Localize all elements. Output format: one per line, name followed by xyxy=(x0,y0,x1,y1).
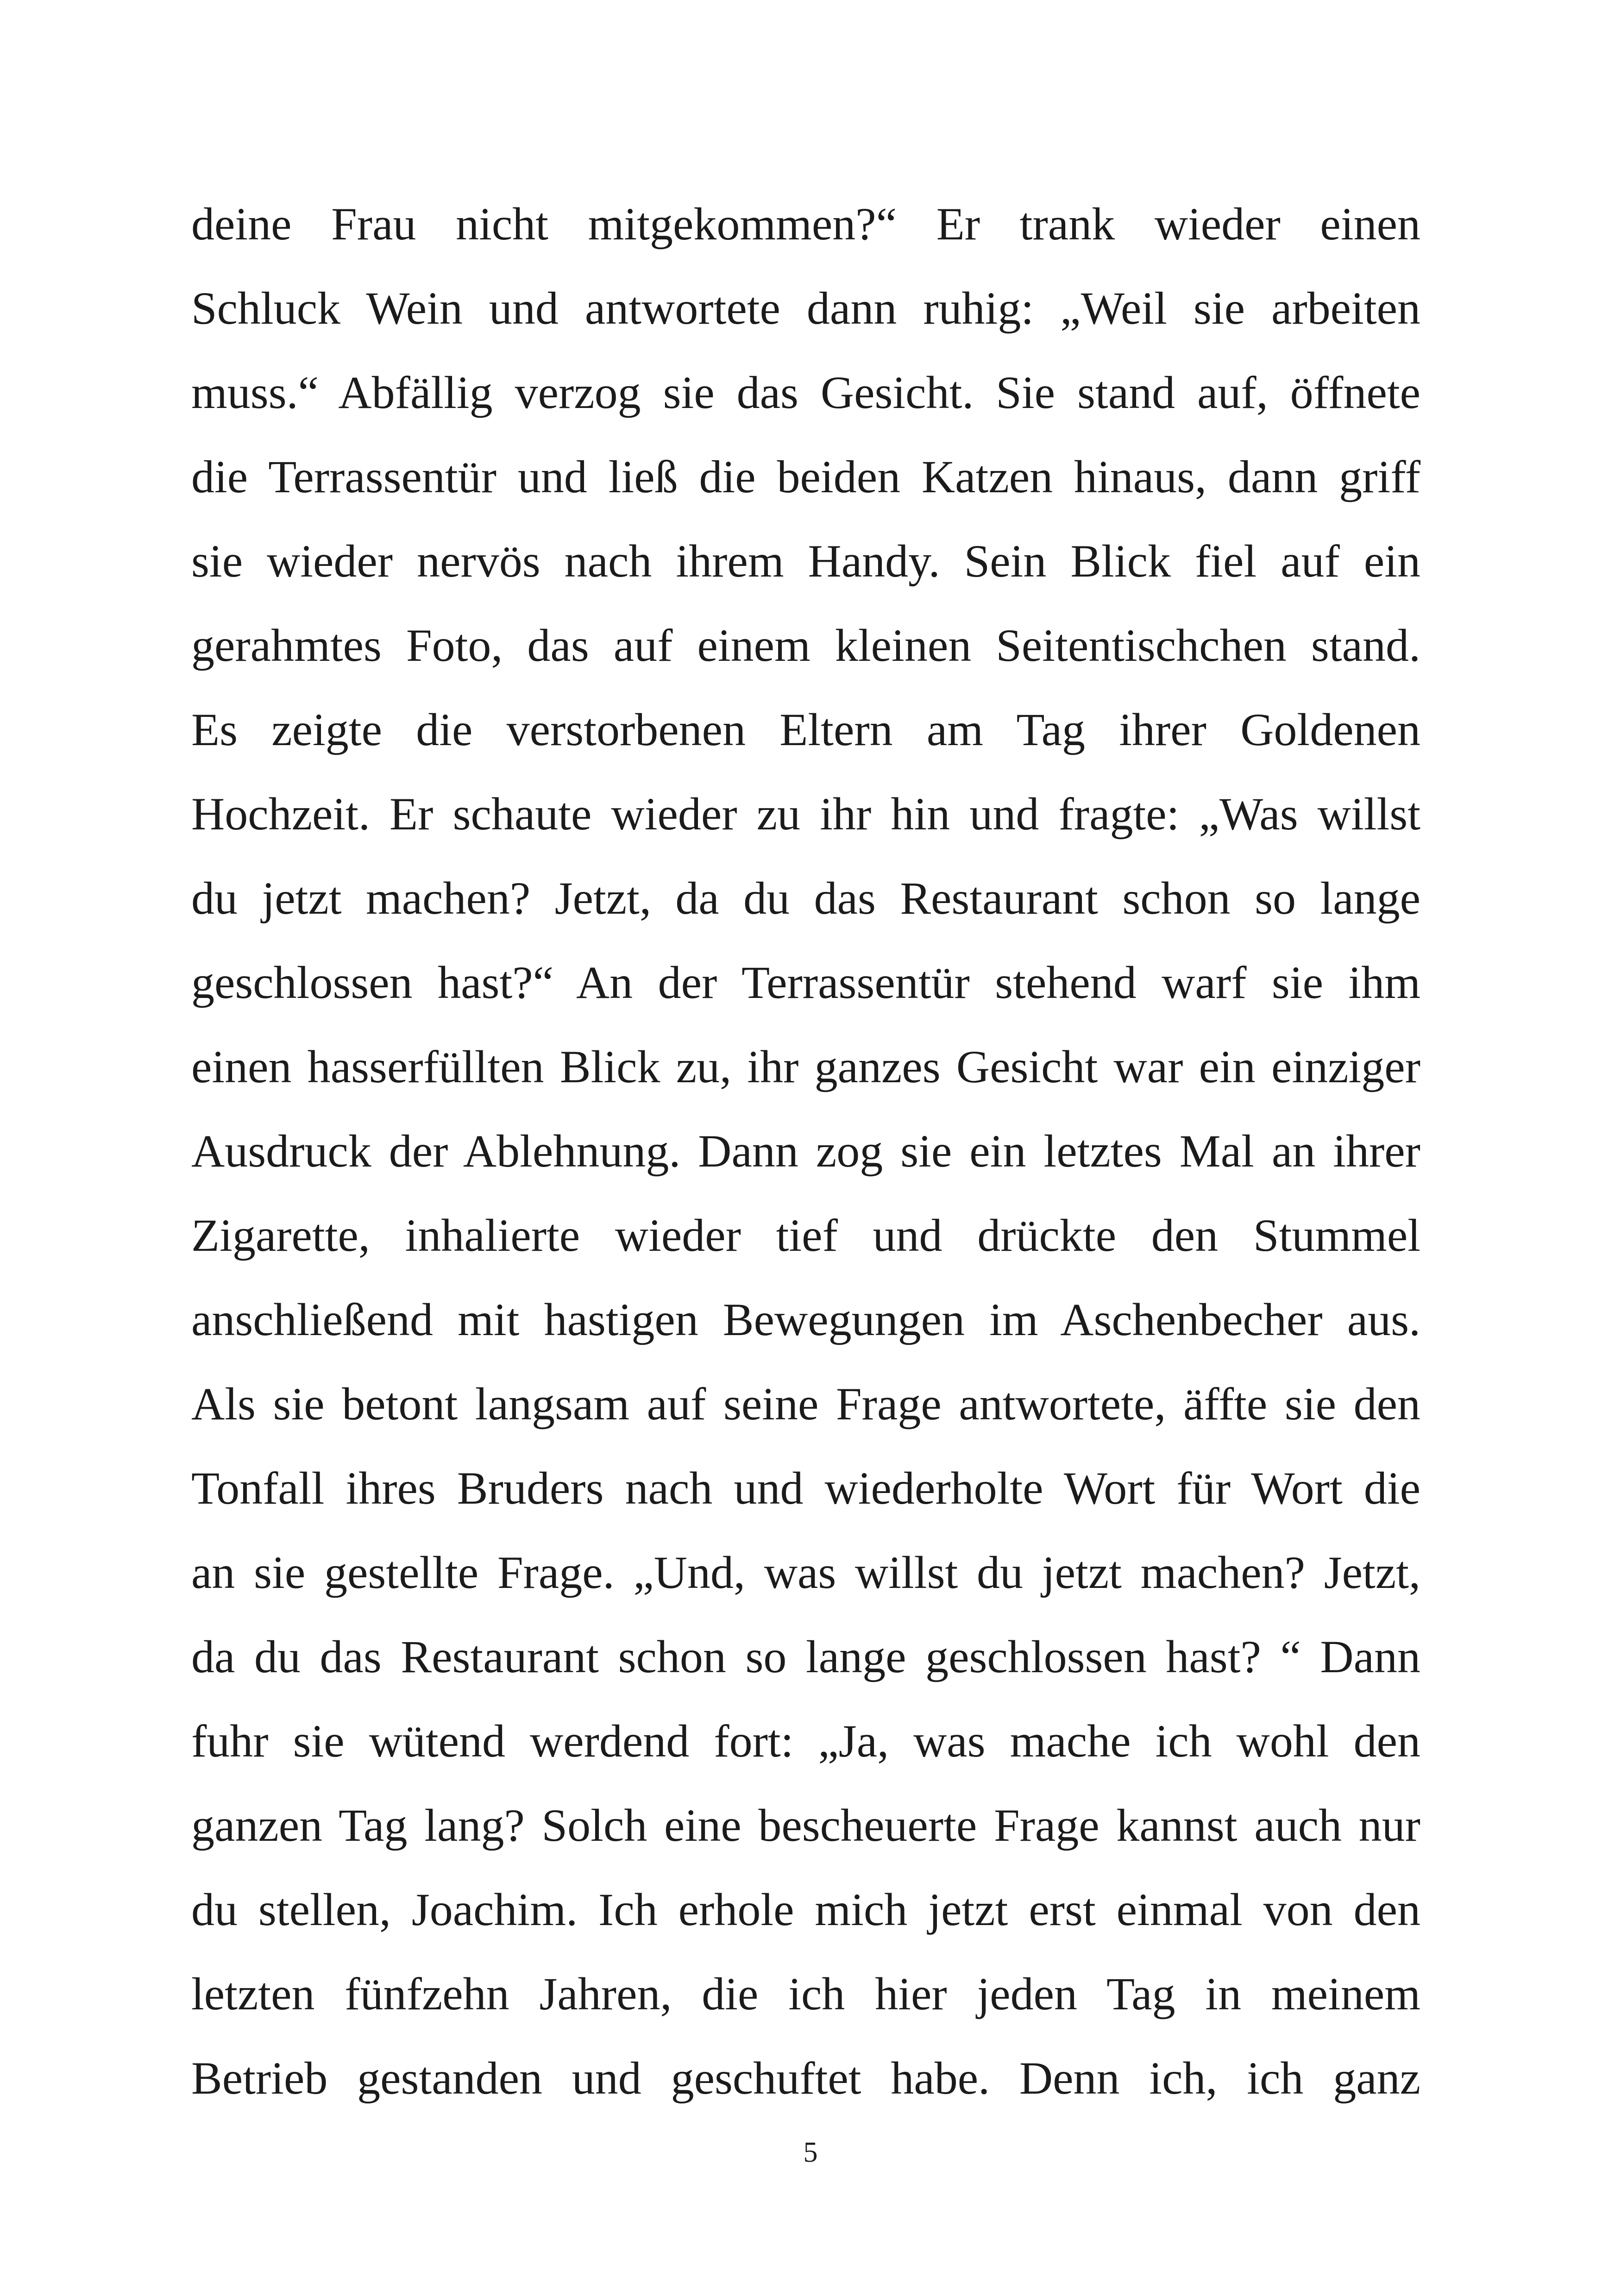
text-line: Hochzeit. Er schaute wieder zu ihr hin und fragte: „Was willst xyxy=(191,788,1420,840)
text-line: sie wieder nervös nach ihrem Handy. Sein Blick fiel auf ein xyxy=(191,535,1420,587)
text-line: geschlossen hast?“ An der Terrassentür stehend warf sie ihm xyxy=(191,957,1420,1008)
text-line: gerahmtes Foto, das auf einem kleinen Seitentischchen stand. xyxy=(191,620,1420,671)
text-line: Als sie betont langsam auf seine Frage antwortete, äffte sie den xyxy=(191,1378,1420,1430)
text-line: Tonfall ihres Bruders nach und wiederholte Wort für Wort die xyxy=(191,1462,1420,1514)
text-line: anschließend mit hastigen Bewegungen im Aschenbecher aus. xyxy=(191,1294,1420,1345)
text-line: Schluck Wein und antwortete dann ruhig: „Weil sie arbeiten xyxy=(191,282,1420,334)
text-line: letzten fünfzehn Jahren, die ich hier jeden Tag in meinem xyxy=(191,1968,1420,2020)
text-line: da du das Restaurant schon so lange geschlossen hast? “ Dann xyxy=(191,1631,1420,1682)
page-number: 5 xyxy=(803,2137,818,2168)
text-line: an sie gestellte Frage. „Und, was willst du jetzt machen? Jetzt, xyxy=(191,1547,1420,1598)
text-line: die Terrassentür und ließ die beiden Katzen hinaus, dann griff xyxy=(191,451,1420,502)
text-line: fuhr sie wütend werdend fort: „Ja, was mache ich wohl den xyxy=(191,1715,1420,1767)
text-line: du jetzt machen? Jetzt, da du das Restaurant schon so lange xyxy=(191,872,1420,924)
text-line: ganzen Tag lang? Solch eine bescheuerte Frage kannst auch nur xyxy=(191,1800,1420,1851)
text-line: einen hasserfüllten Blick zu, ihr ganzes Gesicht war ein einziger xyxy=(191,1041,1420,1092)
text-line: du stellen, Joachim. Ich erhole mich jetzt erst einmal von den xyxy=(191,1884,1420,1935)
text-line: Es zeigte die verstorbenen Eltern am Tag ihrer Goldenen xyxy=(191,704,1420,755)
text-line: deine Frau nicht mitgekommen?“ Er trank wieder einen xyxy=(191,198,1420,250)
text-line: Ausdruck der Ablehnung. Dann zog sie ein letztes Mal an ihrer xyxy=(191,1125,1420,1177)
text-line: Zigarette, inhalierte wieder tief und drückte den Stummel xyxy=(191,1210,1420,1261)
text-line: Betrieb gestanden und geschuftet habe. Denn ich, ich ganz xyxy=(191,2052,1420,2104)
body-text xyxy=(191,194,1420,2133)
text-line: muss.“ Abfällig verzog sie das Gesicht. Sie stand auf, öffnete xyxy=(191,367,1420,418)
